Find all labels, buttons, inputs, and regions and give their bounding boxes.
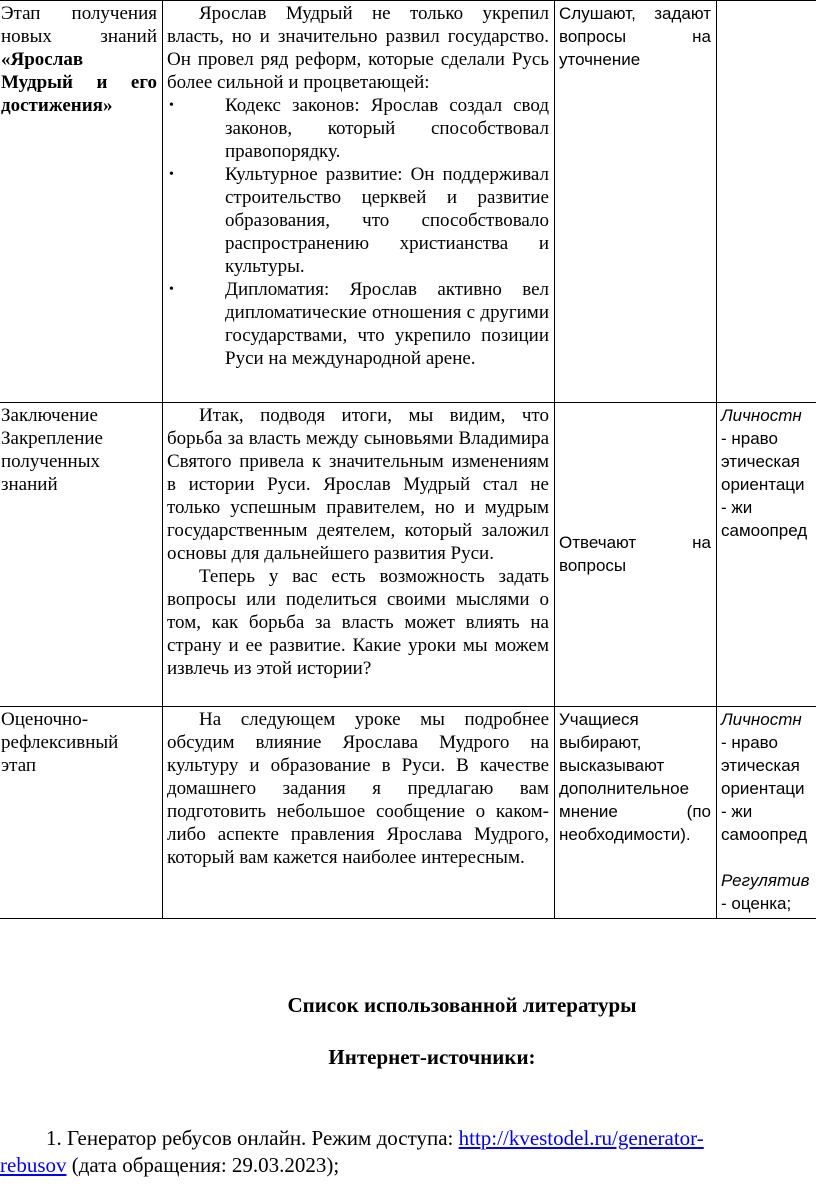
stage-name: Оценочно-рефлексивный этап [1,709,119,776]
ucd-line: самоопред [721,521,808,540]
teacher-activity-cell [163,403,555,707]
ucd-category: Личностн [721,406,802,425]
ucd-cell [717,403,816,707]
reference-text: Генератор ребусов онлайн. Режим доступа: [67,1126,454,1150]
bullet-text: Дипломатия: Ярослав активно вел дипломатические отношения с другими государствами, что укрепило позиции Руси на международной арене. [225,279,549,369]
student-activity-text: Отвечают на вопросы [559,533,711,575]
references-title: Список использованной литературы [287,993,637,1017]
reference-link[interactable]: http://kvestodel.ru/generator- [458,1126,704,1150]
bullet-item [167,278,549,370]
table-row [0,707,816,919]
student-activity-cell [555,707,717,919]
student-activity-text: Учащиеся выбирают, высказывают дополнительное мнение (по необходимости). [559,710,711,844]
bullet-icon: • [169,167,174,182]
bullet-item [167,163,549,278]
teacher-paragraph: На следующем уроке мы подробнее обсудим влияние Ярослава Мудрого на культуру и образование в Руси. В качестве домашнего задания я предлагаю вам подготовить небольшое сообщение о каком-либо аспекте правления Ярослава Мудрого, который вам кажется наиболее интересным. [167,709,549,868]
stage-topic: «Ярослав Мудрый и его достижения» [1,49,157,116]
table-row [0,403,816,707]
bullet-icon: • [169,98,174,113]
ucd-line: - нраво [721,733,778,752]
reference-link-continued[interactable]: rebusov [0,1153,67,1177]
ucd-line: ориентаци [721,475,805,494]
bullet-icon: • [169,282,174,297]
ucd-spacer [721,846,816,869]
ucd-line: ориентаци [721,779,805,798]
ucd-line: этическая [721,756,800,775]
student-activity-cell [555,1,717,403]
stage-subname: Закрепление полученных знаний [1,428,103,495]
teacher-activity-cell [163,1,555,403]
teacher-paragraph: Итак, подводя итоги, мы видим, что борьба за власть между сыновьями Владимира Святого привела к значительным изменениям в истории Руси. Ярослав Мудрый стал не только успешным правителем, но и мудрым государственным деятелем, который заложил основы для дальнейшего развития Руси. [167,405,549,564]
reference-date: (дата обращения: 29.03.2023); [71,1153,340,1177]
teacher-activity-cell [163,707,555,919]
ucd-category: Личностн [721,710,802,729]
ucd-cell [717,707,816,919]
teacher-paragraph: Теперь у вас есть возможность задать вопросы или поделиться своими мыслями о том, как борьба за власть может влиять на страну и ее развитие. Какие уроки мы можем извлечь из этой истории? [167,566,549,679]
stage-cell [0,1,163,403]
references-subtitle: Интернет-источники: [328,1045,536,1069]
reference-number: 1. [46,1126,62,1150]
bullet-text: Кодекс законов: Ярослав создал свод законов, который способствовал правопорядку. [225,95,549,162]
ucd-line: - жи [721,498,753,517]
ucd-cell [717,1,816,403]
ucd-line: самоопред [721,825,808,844]
bullet-item [167,94,549,163]
ucd-line: этическая [721,452,800,471]
table-row [0,1,816,403]
stage-cell [0,707,163,919]
ucd-category: Регулятив [721,871,810,890]
stage-cell [0,403,163,707]
ucd-line: - оценка; [721,894,792,913]
teacher-intro: Ярослав Мудрый не только укрепил власть, но и значительно развил государство. Он провел ряд реформ, которые сделали Русь более сильной и процветающей: [167,3,549,93]
ucd-line: - нраво [721,429,778,448]
stage-name: Заключение [1,405,98,426]
reference-item [0,1125,816,1179]
ucd-line: - жи [721,802,753,821]
student-activity-cell [555,403,717,707]
bullet-text: Культурное развитие: Он поддерживал строительство церквей и развитие образования, что способствовало распространению христианства и культуры. [225,164,549,277]
student-activity-text: Слушают, задают вопросы на уточнение [559,4,711,69]
stage-name: Этап получения новых знаний [1,3,157,47]
